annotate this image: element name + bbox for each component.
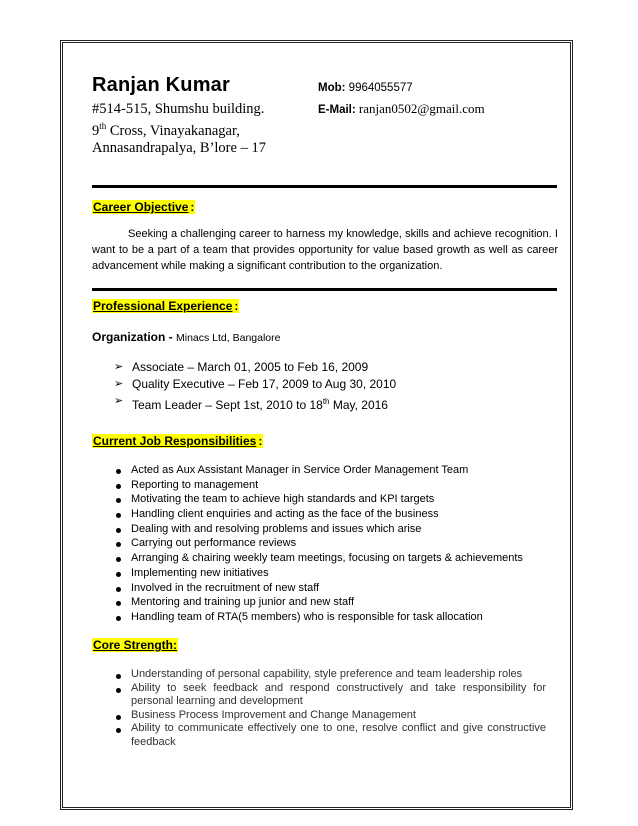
- section-divider: [92, 288, 557, 291]
- mobile-label: Mob:: [318, 82, 346, 94]
- dot-bullet-icon: [116, 498, 121, 503]
- responsibilities-list: [116, 463, 523, 625]
- dot-bullet-icon: [116, 513, 121, 518]
- list-item: Handling client enquiries and acting as the face of the business: [116, 507, 523, 522]
- list-item: ➢ Team Leader – Sept 1st, 2010 to 18th May, 2016: [114, 395, 388, 412]
- dot-bullet-icon: [116, 616, 121, 621]
- list-item: ➢ Quality Executive – Feb 17, 2009 to Aug 30, 2010: [114, 377, 397, 391]
- arrow-bullet-icon: ➢: [114, 395, 124, 407]
- dot-bullet-icon: [116, 484, 121, 489]
- responsibilities-heading: Current Job Responsibilities :: [93, 434, 263, 448]
- address-block: [92, 101, 266, 157]
- core-strength-heading: Core Strength:: [93, 638, 177, 652]
- list-item: Reporting to management: [116, 478, 523, 493]
- dot-bullet-icon: [116, 528, 121, 533]
- arrow-bullet-icon: ➢: [114, 378, 124, 390]
- dot-bullet-icon: [116, 715, 121, 720]
- address-line-2: 9th Cross, Vinayakanagar,: [92, 121, 240, 139]
- list-item: Business Process Improvement and Change Management: [116, 709, 546, 723]
- core-strength-list: [116, 668, 546, 749]
- organization-line: Organization - Minacs Ltd, Bangalore: [92, 330, 281, 344]
- candidate-name: Ranjan Kumar: [92, 74, 230, 96]
- arrow-bullet-icon: ➢: [114, 361, 124, 373]
- list-item: Ability to seek feedback and respond constructively and take responsibility for personal learning and development: [116, 682, 546, 709]
- list-item: ➢ Associate – March 01, 2005 to Feb 16, 2009: [114, 360, 369, 374]
- dot-bullet-icon: [116, 728, 121, 733]
- email-value: ranjan0502@gmail.com: [358, 101, 485, 116]
- roles-list: [114, 359, 396, 410]
- dot-bullet-icon: [116, 587, 121, 592]
- address-line-1: #514-515, Shumshu building.: [92, 101, 265, 117]
- career-objective-heading: Career Objective :: [93, 200, 195, 214]
- list-item: Handling team of RTA(5 members) who is responsible for task allocation: [116, 610, 523, 625]
- list-item: Carrying out performance reviews: [116, 536, 523, 551]
- list-item: Understanding of personal capability, style preference and team leadership roles: [116, 668, 546, 682]
- career-objective-text: Seeking a challenging career to harness my knowledge, skills and achieve recognition. I want to be a part of a team that provides opportunity for value based growth as well as career advancement while making a significant contribution to the organization.: [92, 228, 558, 272]
- list-item: Motivating the team to achieve high standards and KPI targets: [116, 492, 523, 507]
- list-item: Ability to communicate effectively one to one, resolve conflict and give constructive feedback: [116, 722, 546, 749]
- list-item: Dealing with and resolving problems and issues which arise: [116, 522, 523, 537]
- dot-bullet-icon: [116, 469, 121, 474]
- list-item: Mentoring and training up junior and new staff: [116, 595, 523, 610]
- address-line-3: Annasandrapalya, B’lore – 17: [92, 139, 266, 156]
- dot-bullet-icon: [116, 542, 121, 547]
- list-item: Acted as Aux Assistant Manager in Service Order Management Team: [116, 463, 523, 478]
- dot-bullet-icon: [116, 601, 121, 606]
- section-divider: [92, 185, 557, 188]
- email-contact: [318, 100, 485, 117]
- dot-bullet-icon: [116, 572, 121, 577]
- dot-bullet-icon: [116, 674, 121, 679]
- professional-experience-heading: Professional Experience :: [93, 299, 239, 313]
- dot-bullet-icon: [116, 688, 121, 693]
- list-item: Involved in the recruitment of new staff: [116, 581, 523, 596]
- mobile-value: 9964055577: [348, 82, 413, 94]
- mobile-contact: [318, 82, 413, 94]
- list-item: Implementing new initiatives: [116, 566, 523, 581]
- email-label: E-Mail:: [318, 104, 356, 116]
- list-item: Arranging & chairing weekly team meetings, focusing on targets & achievements: [116, 551, 523, 566]
- dot-bullet-icon: [116, 557, 121, 562]
